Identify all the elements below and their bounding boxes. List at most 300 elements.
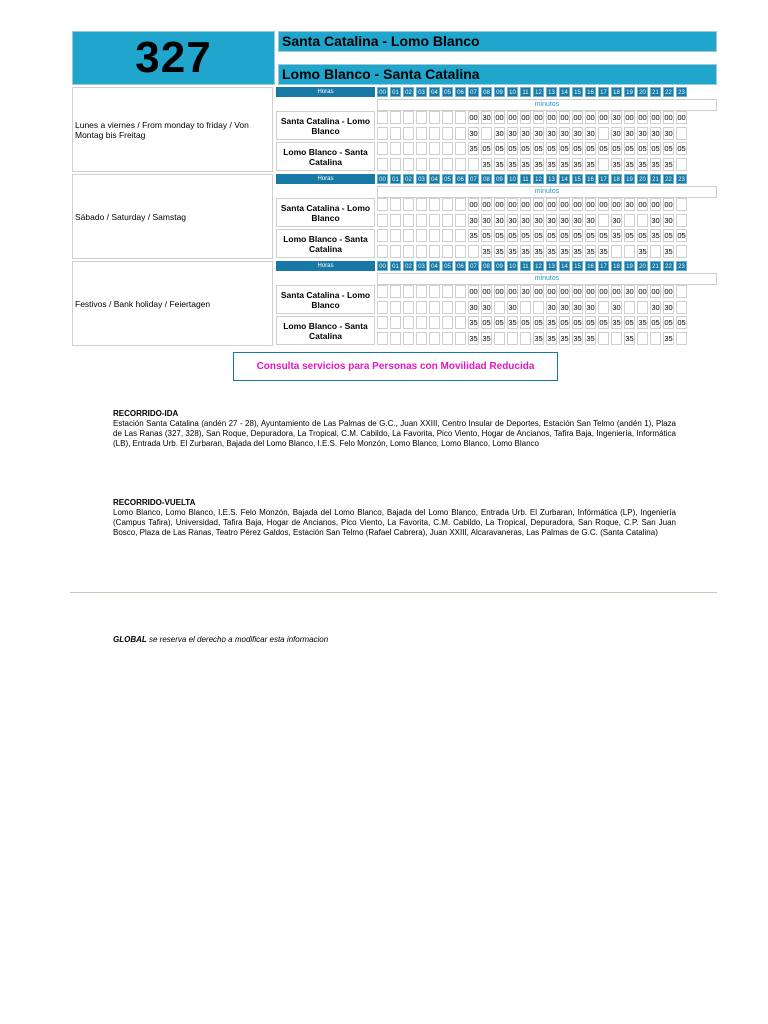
minutes-row: [276, 186, 717, 198]
route-number: 327: [72, 31, 275, 85]
minute-cell: [403, 332, 414, 345]
hour-cell: 20: [637, 174, 648, 184]
minute-cell: 00: [534, 287, 543, 296]
minute-cell: [455, 285, 466, 298]
minute-cell: [390, 301, 401, 314]
minute-cell: [676, 285, 687, 298]
minute-cell: 00: [677, 113, 686, 122]
direction-row: [276, 142, 717, 173]
minute-cell: 35: [547, 160, 556, 169]
minute-cell: [598, 332, 609, 345]
hour-cell: 17: [598, 261, 609, 271]
minute-cell: [429, 142, 440, 155]
minute-cell: [403, 214, 414, 227]
minute-cell: 05: [677, 144, 686, 153]
disclaimer: [113, 635, 328, 644]
hour-cell: 05: [442, 87, 453, 97]
minute-cell: 30: [664, 303, 673, 312]
minute-cell: 35: [508, 247, 517, 256]
hour-cell: 16: [585, 87, 596, 97]
minute-cell: [624, 245, 635, 258]
minute-cell: [442, 285, 453, 298]
minute-cell: 05: [638, 231, 647, 240]
hour-cell: 14: [559, 87, 570, 97]
minute-cell: [429, 245, 440, 258]
minute-cell: 05: [521, 318, 530, 327]
minute-cell: 30: [560, 129, 569, 138]
minute-cell: 30: [547, 216, 556, 225]
hour-cell: 19: [624, 261, 635, 271]
minute-cell: [403, 142, 414, 155]
minute-cell: 05: [638, 144, 647, 153]
minute-cell: 35: [573, 160, 582, 169]
hour-cell: 04: [429, 174, 440, 184]
minutes-label: minutos: [377, 99, 717, 111]
minute-cell: 00: [664, 113, 673, 122]
minute-cell: 35: [469, 334, 478, 343]
minute-cell: [403, 158, 414, 171]
minute-cell: [442, 316, 453, 329]
minute-cell: 30: [560, 216, 569, 225]
minutes-slot-row: [377, 301, 689, 314]
minute-cell: [390, 245, 401, 258]
minute-cell: [390, 316, 401, 329]
minute-cell: 35: [521, 160, 530, 169]
hour-cell: 21: [650, 261, 661, 271]
hour-cell: 19: [624, 174, 635, 184]
hour-cell: 17: [598, 174, 609, 184]
hours-label: Horas: [276, 174, 375, 184]
minute-cell: [377, 142, 388, 155]
minute-cell: [429, 301, 440, 314]
minute-cell: [442, 229, 453, 242]
hour-cell: 20: [637, 261, 648, 271]
minute-cell: 05: [625, 144, 634, 153]
hour-cell: 05: [442, 261, 453, 271]
hour-cell: 15: [572, 87, 583, 97]
minute-cell: 00: [547, 200, 556, 209]
minute-cell: [390, 214, 401, 227]
minute-cell: [403, 316, 414, 329]
minute-cell: 00: [560, 113, 569, 122]
minute-cell: 00: [469, 200, 478, 209]
minute-cell: 35: [495, 160, 504, 169]
minute-cell: 00: [521, 200, 530, 209]
minute-cell: [676, 245, 687, 258]
minute-cell: 35: [664, 160, 673, 169]
minute-cell: 30: [638, 129, 647, 138]
minute-cell: 05: [534, 144, 543, 153]
minute-cell: 30: [469, 303, 478, 312]
minute-cell: 30: [534, 129, 543, 138]
hour-cell: 21: [650, 87, 661, 97]
minutes-slot-row: [377, 198, 689, 211]
minute-cell: [377, 316, 388, 329]
direction-row: [276, 316, 717, 347]
hour-cell: 05: [442, 174, 453, 184]
minute-cell: 30: [521, 216, 530, 225]
minute-cell: 35: [638, 160, 647, 169]
divider: [70, 592, 717, 593]
direction-label: Santa Catalina - Lomo Blanco: [276, 111, 375, 140]
minute-cell: 30: [469, 129, 478, 138]
hour-cell: 03: [416, 87, 427, 97]
route-name-outbound: Santa Catalina - Lomo Blanco: [278, 31, 717, 52]
minute-cell: 35: [495, 247, 504, 256]
minute-cell: 05: [560, 318, 569, 327]
minute-cell: [390, 285, 401, 298]
minutes-slot-row: [377, 111, 689, 124]
hour-cell: 01: [390, 87, 401, 97]
minute-cell: 00: [638, 287, 647, 296]
minute-cell: [442, 245, 453, 258]
minute-cell: 00: [482, 200, 491, 209]
hour-cell: 13: [546, 87, 557, 97]
minute-cell: [403, 301, 414, 314]
minute-cell: 05: [586, 231, 595, 240]
minute-cell: [533, 301, 544, 314]
schedule-grid: [276, 174, 717, 261]
minutes-slot-row: [377, 316, 689, 329]
minute-cell: [676, 127, 687, 140]
direction-label: Lomo Blanco - Santa Catalina: [276, 229, 375, 258]
minute-cell: [494, 301, 505, 314]
minutes-row: [276, 273, 717, 285]
minute-cell: 35: [612, 318, 621, 327]
minute-cell: 35: [651, 231, 660, 240]
minute-cell: [455, 214, 466, 227]
minute-cell: 05: [599, 318, 608, 327]
minute-cell: [455, 332, 466, 345]
minute-cell: 05: [612, 144, 621, 153]
minute-cell: 35: [560, 334, 569, 343]
minute-cell: 30: [508, 303, 517, 312]
minute-cell: [377, 332, 388, 345]
minute-cell: 35: [534, 160, 543, 169]
minute-cell: [416, 214, 427, 227]
hours-label: Horas: [276, 261, 375, 271]
minute-cell: [442, 111, 453, 124]
hour-cell: 11: [520, 261, 531, 271]
reduced-mobility-link[interactable]: Consulta servicios para Personas con Movilidad Reducida: [233, 352, 558, 381]
minute-cell: [455, 127, 466, 140]
minute-cell: 05: [664, 318, 673, 327]
minute-cell: 35: [638, 247, 647, 256]
minute-cell: [637, 214, 648, 227]
minute-cell: 00: [599, 287, 608, 296]
day-section: [72, 174, 717, 261]
hour-cell: 03: [416, 174, 427, 184]
hour-cell: 18: [611, 174, 622, 184]
minute-cell: [455, 301, 466, 314]
minute-cell: [429, 229, 440, 242]
hour-cell: 16: [585, 174, 596, 184]
minute-cell: 35: [482, 334, 491, 343]
day-label: Festivos / Bank holiday / Feiertagen: [72, 261, 273, 346]
minute-cell: 00: [664, 200, 673, 209]
minute-cell: 35: [586, 247, 595, 256]
minute-cell: [377, 229, 388, 242]
disclaimer-text: se reserva el derecho a modificar esta informacion: [146, 635, 329, 644]
hour-cell: 22: [663, 174, 674, 184]
direction-label: Santa Catalina - Lomo Blanco: [276, 285, 375, 314]
minute-cell: 35: [560, 160, 569, 169]
hour-cell: 21: [650, 174, 661, 184]
minute-cell: 05: [573, 231, 582, 240]
minute-cell: [442, 332, 453, 345]
hour-cell: 07: [468, 174, 479, 184]
minute-cell: [377, 285, 388, 298]
minute-cell: 30: [469, 216, 478, 225]
hour-cell: 18: [611, 87, 622, 97]
minute-cell: 05: [664, 231, 673, 240]
company-name: GLOBAL: [113, 635, 147, 644]
minute-cell: [494, 332, 505, 345]
hour-cell: 02: [403, 174, 414, 184]
minute-cell: [377, 198, 388, 211]
minute-cell: 05: [547, 231, 556, 240]
day-section: [72, 261, 717, 348]
minute-cell: 00: [573, 287, 582, 296]
minute-cell: 35: [521, 247, 530, 256]
minute-cell: 00: [508, 200, 517, 209]
minute-cell: 05: [495, 318, 504, 327]
minute-cell: 00: [638, 113, 647, 122]
minute-cell: [611, 245, 622, 258]
timetable-container: [72, 31, 717, 348]
minutes-slot-row: [377, 158, 689, 171]
minute-cell: 30: [612, 216, 621, 225]
minute-cell: 35: [573, 334, 582, 343]
hour-cell: 01: [390, 174, 401, 184]
minute-cell: [455, 158, 466, 171]
hour-cell: 08: [481, 174, 492, 184]
minute-cell: 05: [573, 318, 582, 327]
hour-cell: 23: [676, 261, 687, 271]
hour-cell: 03: [416, 261, 427, 271]
minute-cell: [416, 245, 427, 258]
minute-cell: [403, 127, 414, 140]
hour-cell: 02: [403, 261, 414, 271]
hour-cell: 22: [663, 87, 674, 97]
minute-cell: [416, 142, 427, 155]
minute-cell: 00: [651, 200, 660, 209]
hour-cell: 13: [546, 174, 557, 184]
minute-cell: [390, 142, 401, 155]
minute-cell: 35: [586, 334, 595, 343]
minute-cell: 00: [612, 287, 621, 296]
direction-label: Santa Catalina - Lomo Blanco: [276, 198, 375, 227]
minute-cell: 30: [664, 216, 673, 225]
hour-cell: 14: [559, 261, 570, 271]
hour-cell: 16: [585, 261, 596, 271]
hour-cell: 04: [429, 261, 440, 271]
hour-cell: 06: [455, 261, 466, 271]
minute-cell: 05: [586, 318, 595, 327]
minute-cell: 05: [599, 144, 608, 153]
minute-cell: 00: [508, 113, 517, 122]
hour-cell: 09: [494, 261, 505, 271]
minute-cell: 00: [469, 113, 478, 122]
direction-label: Lomo Blanco - Santa Catalina: [276, 316, 375, 345]
minute-cell: 35: [508, 318, 517, 327]
minute-cell: [416, 158, 427, 171]
minute-cell: 35: [534, 334, 543, 343]
hour-cell: 06: [455, 87, 466, 97]
minutes-row: [276, 99, 717, 111]
minute-cell: [416, 285, 427, 298]
minute-cell: 30: [612, 303, 621, 312]
minute-cell: 30: [625, 129, 634, 138]
hour-cell: 02: [403, 87, 414, 97]
minute-cell: 05: [560, 144, 569, 153]
minute-cell: [377, 127, 388, 140]
minute-cell: 00: [586, 287, 595, 296]
minute-cell: [403, 229, 414, 242]
minute-cell: 35: [638, 318, 647, 327]
minute-cell: 00: [495, 287, 504, 296]
minute-cell: 00: [547, 287, 556, 296]
minute-cell: 30: [482, 216, 491, 225]
minute-cell: 00: [560, 287, 569, 296]
minute-cell: 30: [508, 129, 517, 138]
minute-cell: [377, 158, 388, 171]
minute-cell: 35: [547, 318, 556, 327]
minute-cell: 00: [599, 200, 608, 209]
minute-cell: [676, 158, 687, 171]
minute-cell: [637, 332, 648, 345]
direction-row: [276, 198, 717, 229]
minute-cell: [507, 332, 518, 345]
minute-cell: [455, 245, 466, 258]
minute-cell: 30: [651, 303, 660, 312]
minute-cell: 35: [534, 247, 543, 256]
hour-cell: 17: [598, 87, 609, 97]
route-ida-title: RECORRIDO-IDA: [113, 409, 179, 418]
minute-cell: [403, 245, 414, 258]
minute-cell: 30: [612, 129, 621, 138]
minute-cell: [442, 127, 453, 140]
minute-cell: 05: [573, 144, 582, 153]
minute-cell: 30: [651, 216, 660, 225]
minute-cell: 30: [534, 216, 543, 225]
hour-cell: 12: [533, 261, 544, 271]
hour-cell: 09: [494, 174, 505, 184]
minute-cell: 00: [495, 113, 504, 122]
minute-cell: [624, 214, 635, 227]
direction-row: [276, 285, 717, 316]
minute-cell: 00: [625, 113, 634, 122]
minute-cell: 30: [573, 129, 582, 138]
hour-cell: 12: [533, 87, 544, 97]
minute-cell: 35: [547, 247, 556, 256]
minute-cell: [650, 245, 661, 258]
minute-cell: 00: [651, 113, 660, 122]
minute-cell: 00: [482, 287, 491, 296]
hour-cell: 23: [676, 87, 687, 97]
minute-cell: 35: [547, 334, 556, 343]
minute-cell: 30: [521, 287, 530, 296]
minute-cell: 35: [508, 160, 517, 169]
minute-cell: 00: [508, 287, 517, 296]
minute-cell: [377, 214, 388, 227]
minute-cell: 05: [521, 144, 530, 153]
hour-cell: 15: [572, 261, 583, 271]
minute-cell: [637, 301, 648, 314]
minute-cell: 30: [612, 113, 621, 122]
hour-cell: 00: [377, 87, 388, 97]
minute-cell: 05: [625, 318, 634, 327]
hour-cell: 11: [520, 87, 531, 97]
minute-cell: [416, 332, 427, 345]
minutes-slot-row: [377, 332, 689, 345]
minute-cell: 05: [599, 231, 608, 240]
minute-cell: 05: [547, 144, 556, 153]
minute-cell: [455, 142, 466, 155]
minute-cell: 35: [482, 160, 491, 169]
minute-cell: 00: [651, 287, 660, 296]
hour-cell: 00: [377, 261, 388, 271]
minute-cell: 30: [547, 129, 556, 138]
minute-cell: [455, 198, 466, 211]
minute-cell: [429, 198, 440, 211]
minute-cell: 35: [469, 318, 478, 327]
minute-cell: [676, 301, 687, 314]
hour-cell: 07: [468, 261, 479, 271]
minute-cell: 30: [573, 216, 582, 225]
minute-cell: 30: [586, 129, 595, 138]
hour-cell: 01: [390, 261, 401, 271]
minute-cell: 05: [560, 231, 569, 240]
route-name-return: Lomo Blanco - Santa Catalina: [278, 64, 717, 85]
minute-cell: 05: [508, 144, 517, 153]
minute-cell: [416, 301, 427, 314]
minutes-label: minutos: [377, 273, 717, 285]
hour-cell: 07: [468, 87, 479, 97]
minute-cell: [455, 111, 466, 124]
route-ida-stops: Estación Santa Catalina (andén 27 - 28), Ayuntamiento de Las Palmas de G.C., Juan XXIII, Centro Insular de Deportes, Estación San Telmo (andén 1), Plaza de Las Ranas (327, 328), San Roque, Depuradora, La Tropical, C.M. Cabildo, La Favorita, Pico Viento, Hogar de Ancianos, Tafira Baja, Ingeniería, Informática (LB), Entrada Urb. El Zurbaran, Bajada del Lomo Blanco, I.E.S. Felo Monzón, Lomo Blanco, Lomo Blanco, Lomo Blanco: [113, 419, 676, 448]
minute-cell: [520, 332, 531, 345]
minute-cell: 35: [469, 231, 478, 240]
minute-cell: [650, 332, 661, 345]
hour-cell: 19: [624, 87, 635, 97]
minute-cell: 35: [586, 160, 595, 169]
minute-cell: 00: [586, 200, 595, 209]
route-names: [278, 31, 717, 85]
minute-cell: [390, 158, 401, 171]
minute-cell: 00: [638, 200, 647, 209]
minute-cell: [403, 198, 414, 211]
hour-cell: 00: [377, 174, 388, 184]
minute-cell: 00: [573, 113, 582, 122]
hour-cell: 10: [507, 87, 518, 97]
minute-cell: [416, 127, 427, 140]
minute-cell: [429, 332, 440, 345]
minute-cell: [598, 301, 609, 314]
hour-cell: 11: [520, 174, 531, 184]
minute-cell: [468, 158, 479, 171]
direction-row: [276, 111, 717, 142]
minute-cell: 05: [651, 144, 660, 153]
minutes-label: minutos: [377, 186, 717, 198]
minute-cell: [429, 111, 440, 124]
minute-cell: [416, 229, 427, 242]
minute-cell: [377, 111, 388, 124]
day-label: Sábado / Saturday / Samstag: [72, 174, 273, 259]
minute-cell: [481, 127, 492, 140]
minute-cell: 30: [560, 303, 569, 312]
minute-cell: 35: [560, 247, 569, 256]
